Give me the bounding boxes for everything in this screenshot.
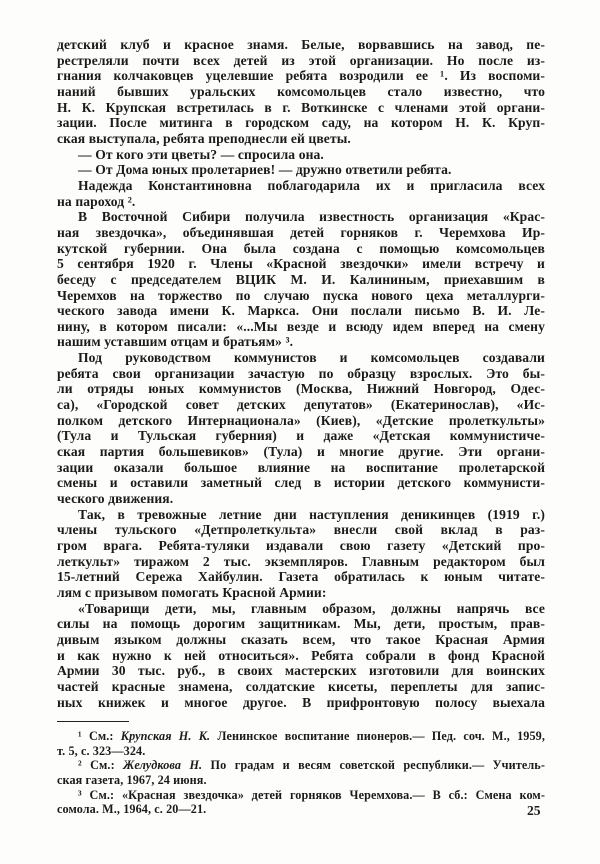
text-line: (Тула и Тульская губерния) и даже «Детская коммунистиче- [57, 428, 545, 444]
text-line: полком детского Интернационала» (Киев), «Детские пролеткульты» [57, 412, 545, 428]
text-line: дивым языком должны сказать всем, что такое Красная Армия [57, 631, 545, 647]
text-line: леткульт» тиражом 2 тыс. экземпляров. Главным редактором был [57, 553, 545, 569]
footnotes-list [57, 729, 545, 817]
text-line: гнания колчаковцев уцелевшие ребята возродили ее ¹. Из воспоми- [57, 68, 545, 84]
text-line: ная звездочка», объединявшая детей горняков г. Черемхова Ир- [57, 224, 545, 240]
footnote-text: т. 5, с. 323—324. [57, 743, 146, 758]
footnote-text: По градам и весям советской республики.— Учитель- [202, 758, 546, 773]
text-line: ская партия большевиков» (Тула) и многие другие. Эти органи- [57, 444, 545, 460]
text-line: ли отряды юных коммунистов (Москва, Нижний Новгород, Одес- [57, 381, 545, 397]
text-line: гром врага. Ребята-туляки издавали свою газету «Детский про- [57, 538, 545, 553]
text-line: ческого движения. [57, 491, 174, 507]
text-line: Под руководством коммунистов и комсомольцев создавали [78, 350, 545, 366]
text-line: частей красные знамена, солдатские кисеты, переплеты для запис- [57, 678, 545, 694]
text-line: нину, в котором писали: «...Мы везде и всюду идем вперед на смену [57, 318, 545, 334]
main-text [57, 37, 545, 710]
text-line: кутской губернии. Она была создана с помощью комсомольцев [57, 240, 545, 256]
text-line: Так, в тревожные летние дни наступления деникинцев (1919 г.) [78, 506, 545, 522]
footnote-text: ¹ См.: [78, 729, 121, 744]
footnote-author: Желудкова Н. [123, 758, 203, 773]
footnote-line [57, 802, 545, 817]
footnote-line [57, 788, 545, 803]
text-line: беседу с председателем ВЦИК М. И. Калининым, приехавшим в [57, 271, 545, 287]
text-line: на пароход ². [57, 193, 136, 209]
text-block [57, 37, 545, 817]
text-line: са), «Городской совет детских депутатов» (Екатеринослав), «Ис- [57, 397, 545, 413]
footnote-text: ³ См.: «Красная звездочка» детей горняков Черемхова.— В сб.: Смена ком- [78, 787, 545, 802]
text-line: 15-летний Сережа Хайбулин. Газета обратилась к юным читате- [57, 569, 545, 585]
footnote-line [57, 729, 545, 744]
footnote-line [57, 758, 545, 773]
text-line: наний бывших уральских комсомольцев стало известно, что [57, 83, 545, 99]
text-line: Н. К. Крупская встретилась в г. Воткинске с членами этой органи- [57, 99, 545, 115]
text-line: нашим уставшим отцам и братьям» ³. [57, 334, 294, 350]
text-line: и как нужно к ней относиться». Ребята собрали в фонд Красной [57, 647, 545, 663]
text-line: Надежда Константиновна поблагодарила их и пригласила всех [78, 177, 545, 193]
footnote-line [57, 744, 545, 759]
text-line: Черемхов на торжество по случаю пуска нового цеха металлурги- [57, 287, 545, 303]
footnote-separator [57, 721, 129, 722]
page-number: 25 [527, 803, 541, 818]
text-line: зации. После митинга в городском саду, на котором Н. К. Круп- [57, 115, 545, 131]
text-line: смены и оставили заметный след в истории детского коммунисти- [57, 475, 545, 491]
text-line: ребята свои организации зачастую по образцу взрослых. Это бы- [57, 365, 545, 381]
text-line: «Товарищи дети, мы, главным образом, должны напрячь все [78, 600, 545, 616]
text-line: члены тульского «Детпролеткульта» внесли свой вклад в раз- [57, 522, 545, 538]
footnote-text: ская газета, 1967, 24 июня. [57, 773, 207, 787]
footnote-text: сомола. М., 1964, с. 20—21. [57, 802, 207, 817]
text-line: ных книжек и многое другое. В прифронтовую полосу выехала [57, 694, 545, 710]
text-line: детский клуб и красное знамя. Белые, ворвавшись на завод, пе- [57, 37, 545, 52]
footnote-line [57, 773, 545, 788]
footnote-text: ² См.: [78, 758, 124, 773]
text-line: ческого завода имени К. Маркса. Они послали письмо В. И. Ле- [57, 303, 545, 319]
footnote-author: Крупская Н. К. [120, 729, 211, 744]
text-line: — От Дома юных пролетариев! — дружно ответили ребята. [78, 162, 452, 178]
text-line: ская выступала, ребята преподнесли ей цветы. [57, 130, 351, 146]
text-line: — От кого эти цветы? — спросила она. [78, 146, 324, 162]
text-line: силы на помощь дорогим защитникам. Мы, дети, простым, прав- [57, 616, 545, 632]
text-line: 5 сентября 1920 г. Члены «Красной звездочки» имели встречу и [57, 256, 545, 272]
text-line: зации оказали большое влияние на воспитание пролетарской [57, 459, 545, 475]
text-line: Армии 30 тыс. руб., в своих мастерских изготовили для воинских [57, 663, 545, 679]
text-line: лям с призывом помогать Красной Армии: [57, 584, 327, 600]
text-line: В Восточной Сибири получила известность организация «Крас- [78, 209, 545, 225]
footnote-text: Ленинское воспитание пионеров.— Пед. соч. М., 1959, [210, 729, 546, 744]
text-line: рестреляли почти всех детей из этой организации. Но после из- [57, 52, 545, 68]
